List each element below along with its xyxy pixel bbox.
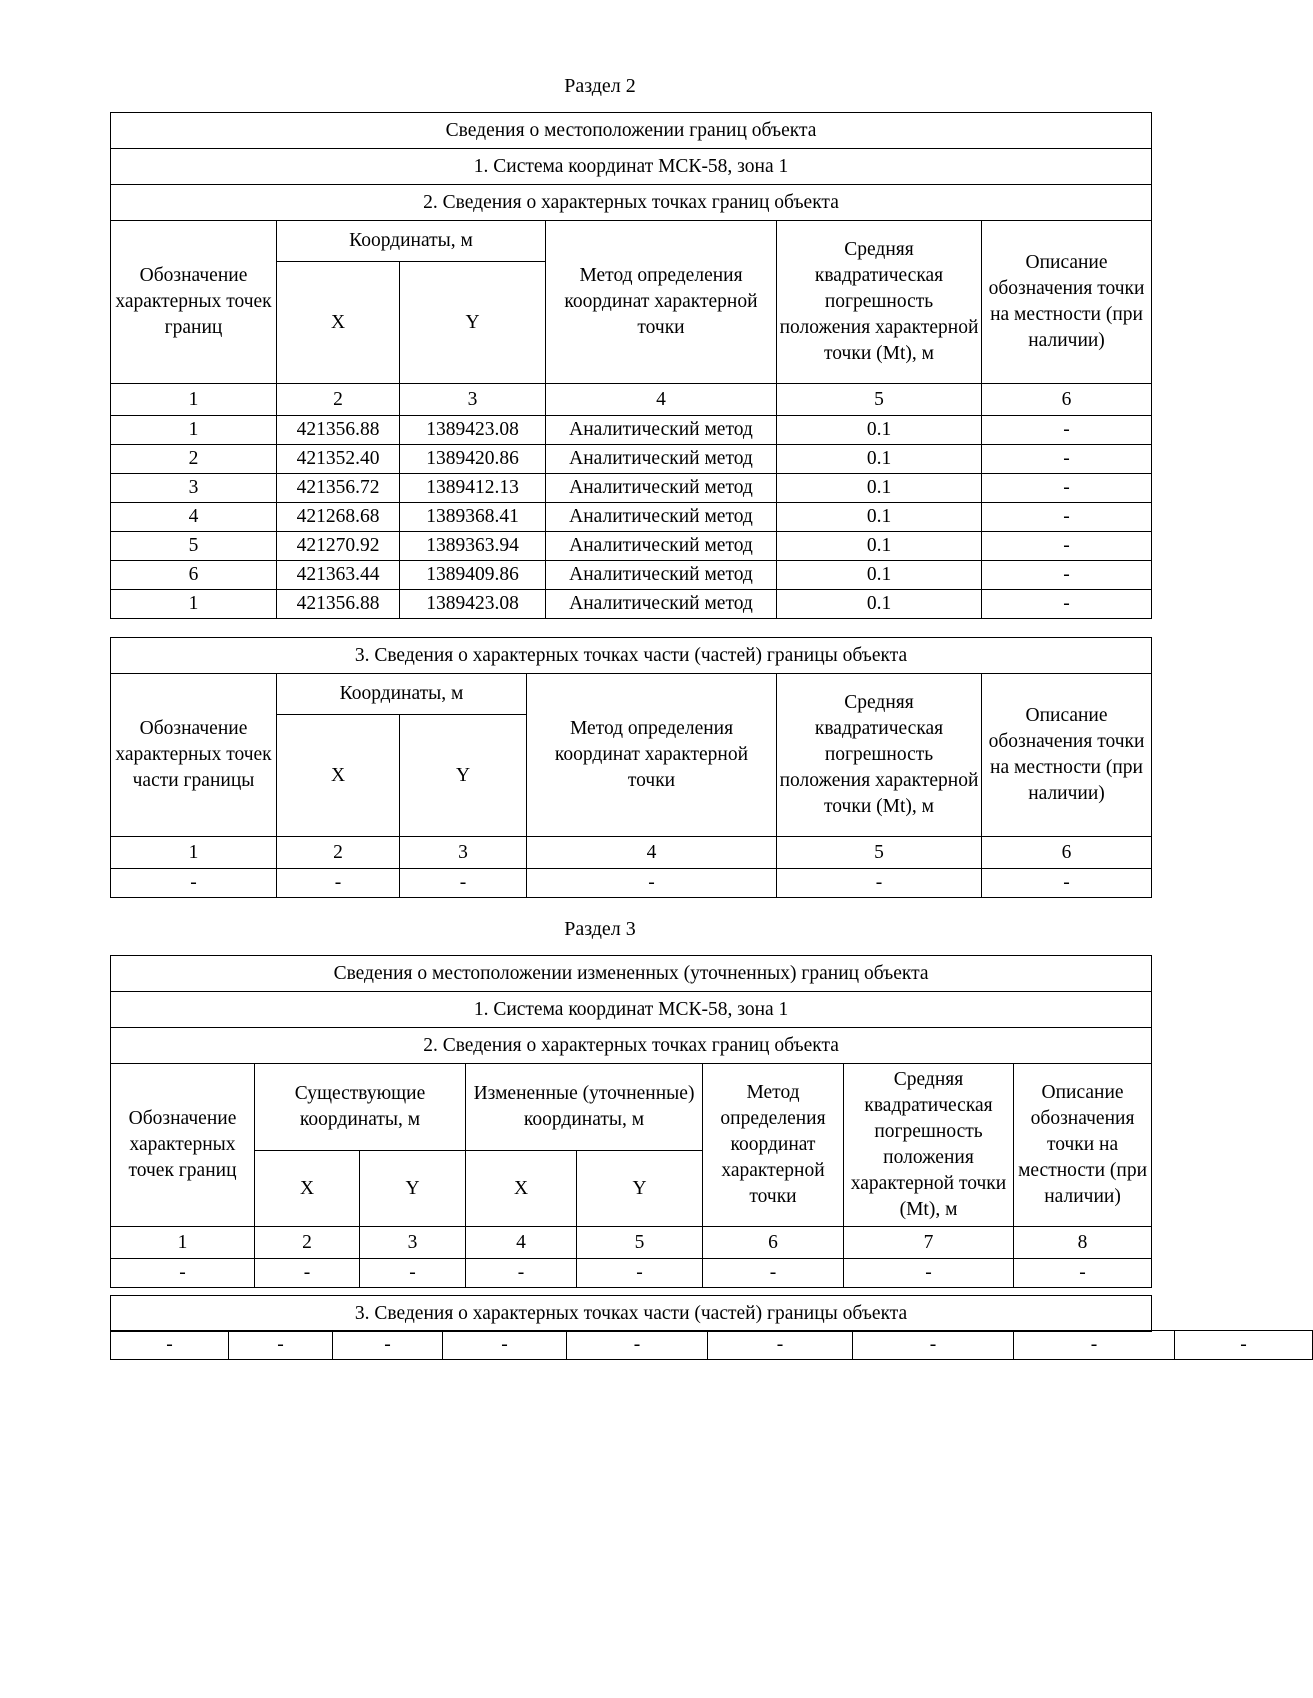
part-cell: - [777,869,982,898]
point-description: - [982,474,1152,503]
table-row [111,869,1152,898]
point-method: Аналитический метод [546,561,777,590]
section2-title: Раздел 2 [564,75,636,97]
point-y: 1389363.94 [400,532,546,561]
table-row [111,1259,1152,1288]
section2-table-part [110,637,1152,898]
part-header-row [111,674,1152,715]
part-cell: - [527,869,777,898]
point-method: Аналитический метод [546,474,777,503]
point-description: - [982,445,1152,474]
section2-table-points [110,112,1152,619]
point-y: 1389423.08 [400,416,546,445]
point-description: - [982,503,1152,532]
point-description: - [982,416,1152,445]
table-row [111,474,1152,503]
col-number: 1 [111,1227,255,1259]
part-header-y: Y [400,715,527,837]
col-number: 2 [277,384,400,416]
coord-system-row [111,149,1152,185]
part-heading-row [111,1296,1152,1332]
table-row [111,445,1152,474]
header-description: Описание обозначения точки на местности (при наличии) [1014,1064,1152,1227]
col-number: 6 [982,384,1152,416]
point-id: 2 [111,445,277,474]
col-number: 6 [703,1227,844,1259]
header-existing-y: Y [360,1151,466,1227]
col-number: 4 [466,1227,577,1259]
part-header-coords: Координаты, м [277,674,527,715]
point-x: 421356.88 [277,590,400,619]
point-id: 3 [111,474,277,503]
header-method: Метод определения координат характерной точки [703,1064,844,1227]
header-coords: Координаты, м [277,221,546,262]
empty-cell: - [1014,1259,1152,1288]
part-header-x: X [277,715,400,837]
section3-heading: Сведения о местоположении измененных (уточненных) границ объекта [111,956,1152,992]
part-heading-row [111,638,1152,674]
header-changed-x: X [466,1151,577,1227]
col-number: 6 [982,837,1152,869]
col-number: 2 [277,837,400,869]
point-y: 1389423.08 [400,590,546,619]
points-heading-row [111,1028,1152,1064]
column-numbers-row [111,384,1152,416]
heading-row [111,956,1152,992]
part-cell: - [853,1331,1014,1360]
header-designation: Обозначение характерных точек границ [111,1064,255,1227]
part-header-designation: Обозначение характерных точек части границы [111,674,277,837]
part-cell: - [229,1331,333,1360]
section2-coord-system: 1. Система координат МСК-58, зона 1 [111,149,1152,185]
point-y: 1389412.13 [400,474,546,503]
col-number: 3 [360,1227,466,1259]
part-cell: - [333,1331,443,1360]
point-y: 1389420.86 [400,445,546,474]
section3-table-part [110,1295,1152,1332]
table-row [111,561,1152,590]
part-cell: - [982,869,1152,898]
empty-cell: - [255,1259,360,1288]
part-column-numbers-row [111,837,1152,869]
section3-table-part-row [110,1330,1313,1360]
header-error: Средняя квадратическая погрешность положения характерной точки (Mt), м [777,221,982,384]
point-y: 1389409.86 [400,561,546,590]
header-changed-y: Y [577,1151,703,1227]
part-cell: - [400,869,527,898]
point-error: 0.1 [777,445,982,474]
table-row [111,532,1152,561]
table-row [111,503,1152,532]
part-cell: - [111,869,277,898]
part-cell: - [111,1331,229,1360]
empty-cell: - [111,1259,255,1288]
empty-cell: - [360,1259,466,1288]
empty-cell: - [703,1259,844,1288]
part-cell: - [708,1331,853,1360]
table-row [111,1331,1313,1360]
point-method: Аналитический метод [546,532,777,561]
point-method: Аналитический метод [546,416,777,445]
header-method: Метод определения координат характерной точки [546,221,777,384]
part-cell: - [443,1331,567,1360]
point-id: 4 [111,503,277,532]
col-number: 8 [1014,1227,1152,1259]
col-number: 4 [546,384,777,416]
point-error: 0.1 [777,474,982,503]
points-heading-row [111,185,1152,221]
point-id: 1 [111,416,277,445]
header-y: Y [400,262,546,384]
header-existing-x: X [255,1151,360,1227]
point-x: 421356.72 [277,474,400,503]
point-x: 421268.68 [277,503,400,532]
point-method: Аналитический метод [546,445,777,474]
table-row [111,416,1152,445]
point-x: 421270.92 [277,532,400,561]
section3-points-heading: 2. Сведения о характерных точках границ объекта [111,1028,1152,1064]
section2-part-heading: 3. Сведения о характерных точках части (частей) границы объекта [111,638,1152,674]
section2-points-heading: 2. Сведения о характерных точках границ объекта [111,185,1152,221]
col-number: 5 [777,837,982,869]
part-cell: - [277,869,400,898]
header-row [111,221,1152,262]
col-number: 2 [255,1227,360,1259]
empty-cell: - [844,1259,1014,1288]
point-description: - [982,561,1152,590]
empty-cell: - [577,1259,703,1288]
point-error: 0.1 [777,590,982,619]
part-header-method: Метод определения координат характерной точки [527,674,777,837]
point-id: 6 [111,561,277,590]
point-x: 421363.44 [277,561,400,590]
col-number: 1 [111,384,277,416]
col-number: 5 [777,384,982,416]
part-header-error: Средняя квадратическая погрешность положения характерной точки (Mt), м [777,674,982,837]
point-description: - [982,590,1152,619]
point-error: 0.1 [777,416,982,445]
col-number: 7 [844,1227,1014,1259]
section2-heading: Сведения о местоположении границ объекта [111,113,1152,149]
section3-title: Раздел 3 [564,918,636,940]
header-description: Описание обозначения точки на местности (при наличии) [982,221,1152,384]
point-method: Аналитический метод [546,590,777,619]
point-id: 5 [111,532,277,561]
part-cell: - [567,1331,708,1360]
section3-part-heading: 3. Сведения о характерных точках части (частей) границы объекта [111,1296,1152,1332]
col-number: 4 [527,837,777,869]
point-description: - [982,532,1152,561]
empty-cell: - [466,1259,577,1288]
header-row [111,1064,1152,1151]
header-existing-coords: Существующие координаты, м [255,1064,466,1151]
col-number: 3 [400,384,546,416]
col-number: 1 [111,837,277,869]
part-cell: - [1175,1331,1313,1360]
part-cell: - [1014,1331,1175,1360]
header-designation: Обозначение характерных точек границ [111,221,277,384]
coord-system-row [111,992,1152,1028]
table-row [111,590,1152,619]
point-y: 1389368.41 [400,503,546,532]
point-error: 0.1 [777,532,982,561]
col-number: 3 [400,837,527,869]
header-error: Средняя квадратическая погрешность положения характерной точки (Mt), м [844,1064,1014,1227]
section3-coord-system: 1. Система координат МСК-58, зона 1 [111,992,1152,1028]
section3-table-points [110,955,1152,1288]
heading-row [111,113,1152,149]
part-header-description: Описание обозначения точки на местности (при наличии) [982,674,1152,837]
point-x: 421356.88 [277,416,400,445]
header-changed-coords: Измененные (уточненные) координаты, м [466,1064,703,1151]
point-error: 0.1 [777,503,982,532]
point-x: 421352.40 [277,445,400,474]
header-x: X [277,262,400,384]
point-method: Аналитический метод [546,503,777,532]
point-error: 0.1 [777,561,982,590]
point-id: 1 [111,590,277,619]
col-number: 5 [577,1227,703,1259]
column-numbers-row [111,1227,1152,1259]
